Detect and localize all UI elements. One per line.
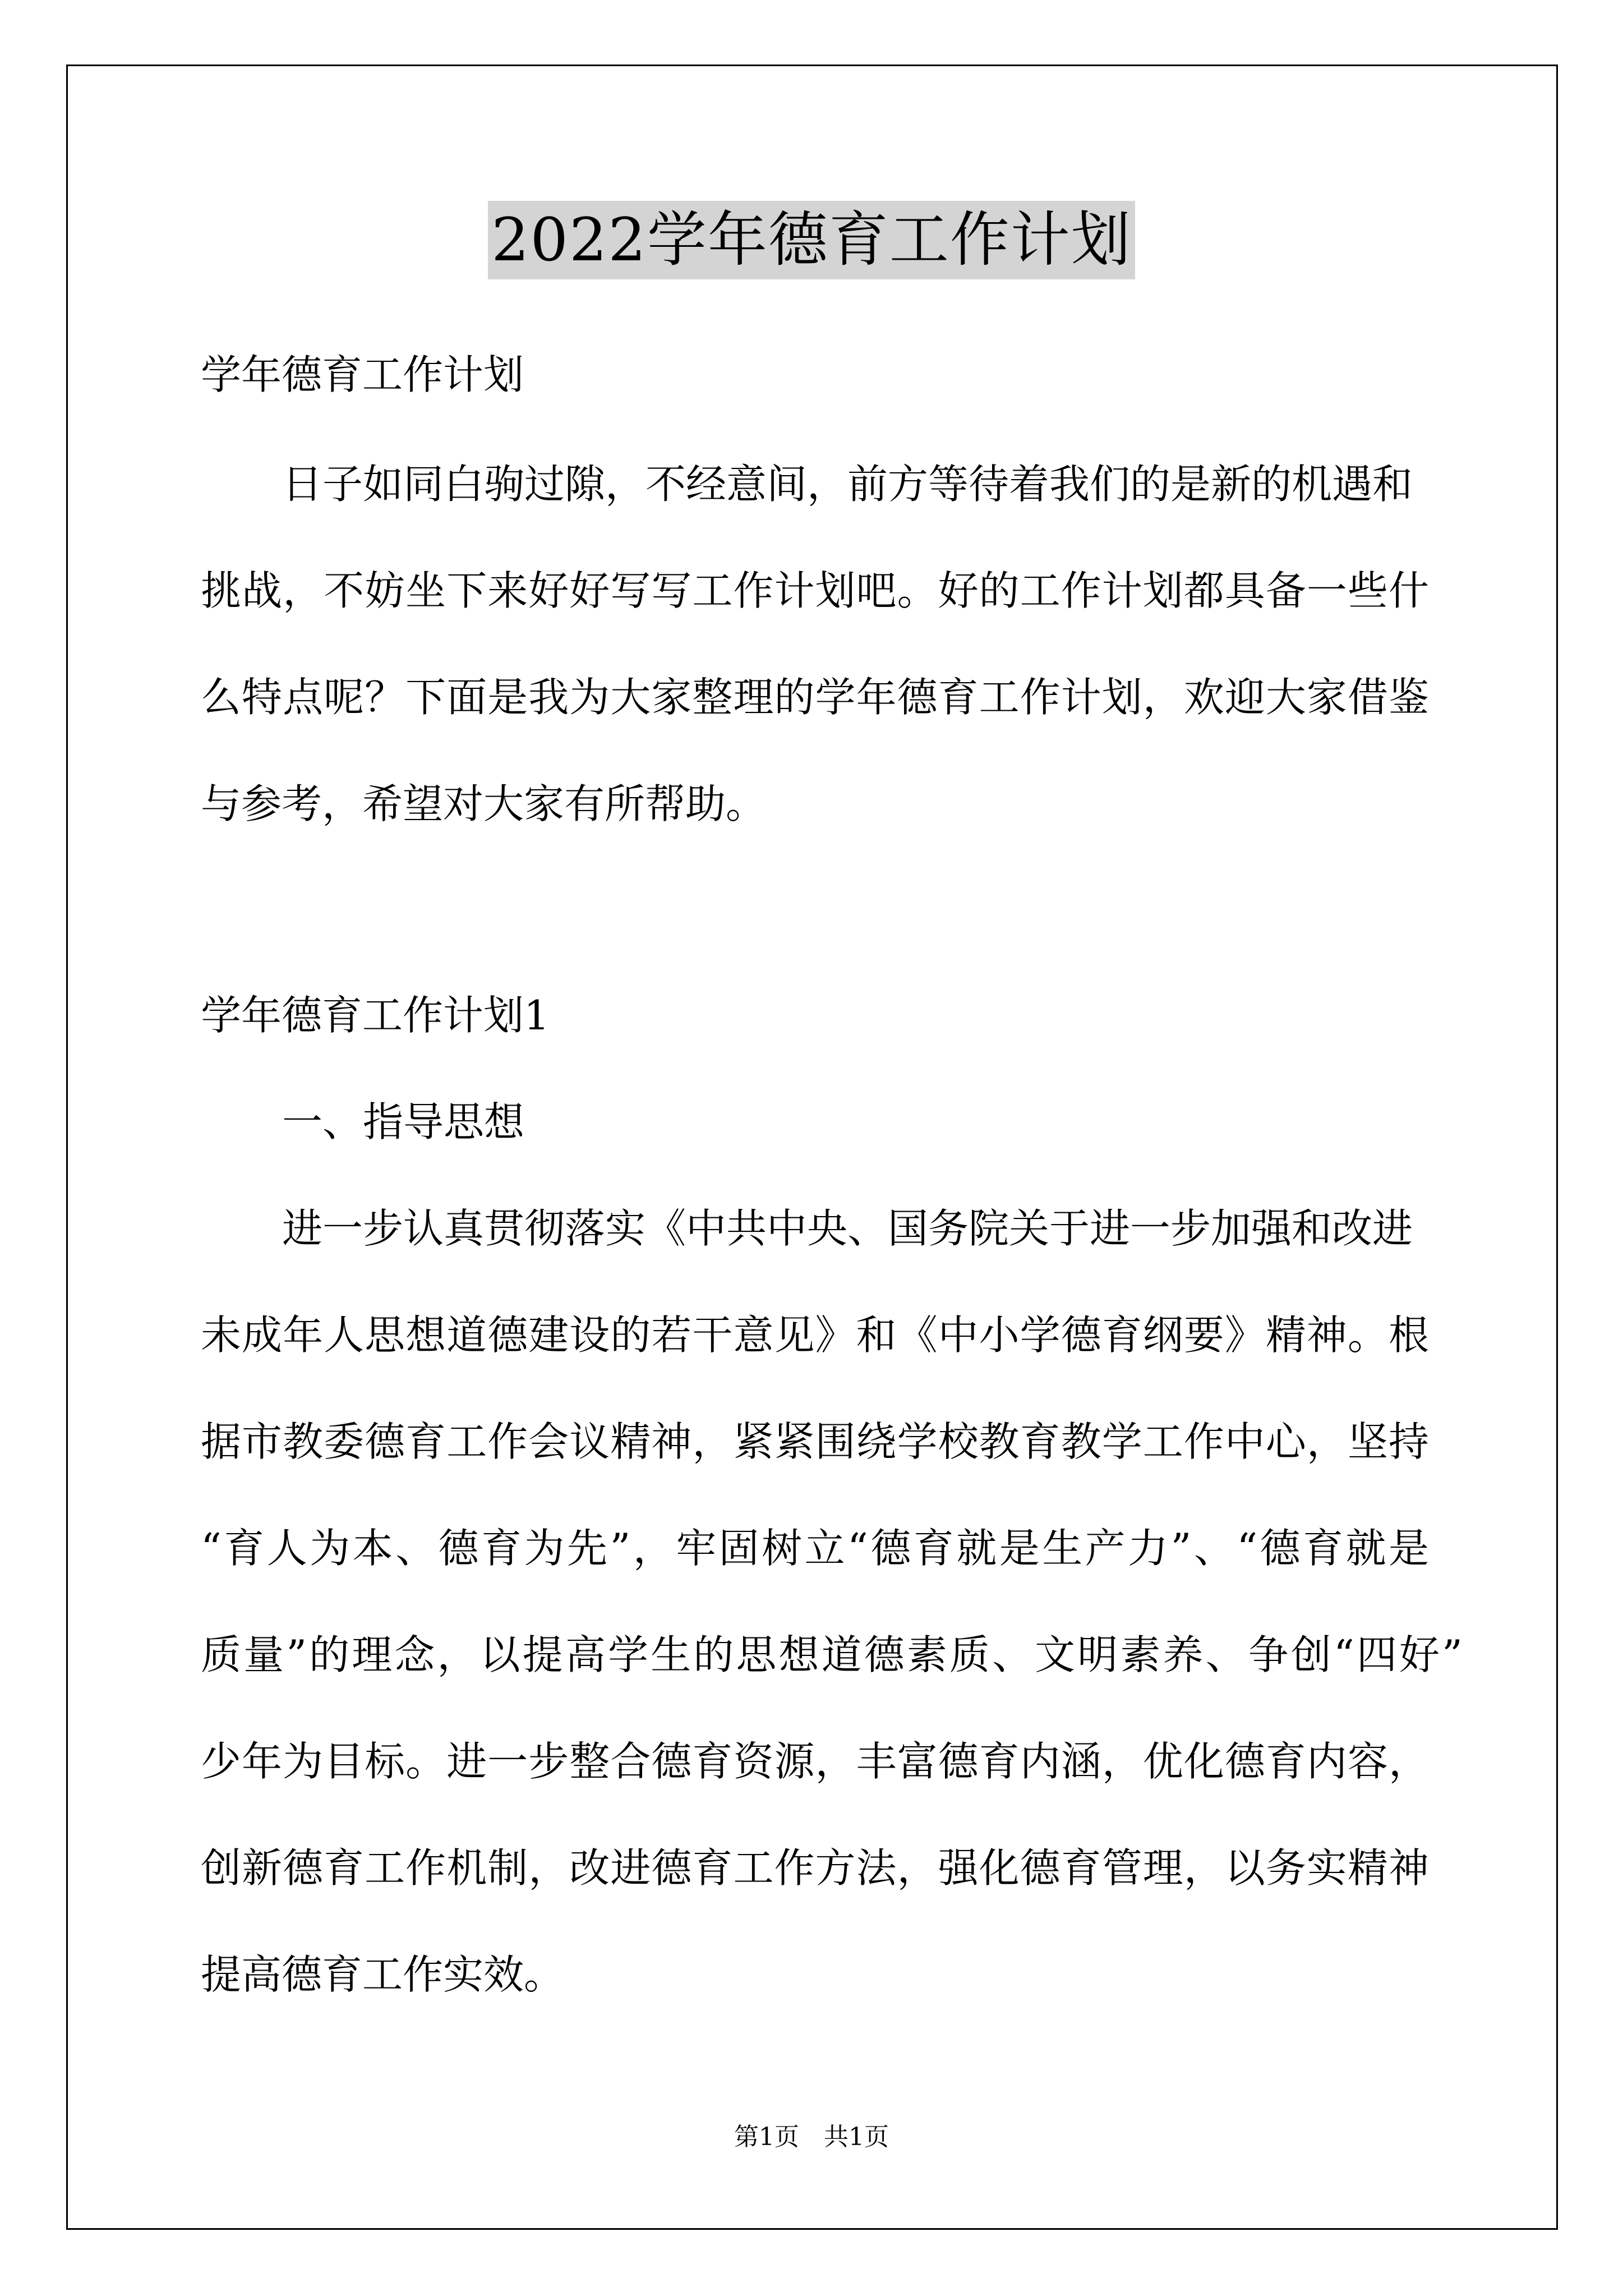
body-line-6: 少年为目标。进一步整合德育资源，丰富德育内涵，优化德育内容，	[201, 1738, 1429, 1785]
intro-line-2: 挑战，不妨坐下来好好写写工作计划吧。好的工作计划都具备一些什	[201, 567, 1429, 614]
intro-line-1: 日子如同白驹过隙，不经意间，前方等待着我们的是新的机遇和	[282, 461, 1413, 508]
document-title: 2022学年德育工作计划	[488, 201, 1135, 279]
body-line-4: “育人为本、德育为先”，牢固树立“德育就是生产力”、“德育就是	[201, 1525, 1429, 1572]
intro-line-3: 么特点呢？下面是我为大家整理的学年德育工作计划，欢迎大家借鉴	[201, 674, 1429, 721]
page-footer: 第1页 共1页	[734, 2123, 889, 2151]
body-line-5: 质量”的理念，以提高学生的思想道德素质、文明素养、争创“四好”	[201, 1631, 1463, 1678]
body-line-2: 未成年人思想道德建设的若干意见》和《中小学德育纲要》精神。根	[201, 1312, 1429, 1359]
subsection-heading: 一、指导思想	[282, 1098, 525, 1145]
subtitle-line: 学年德育工作计划	[201, 351, 524, 398]
body-line-3: 据市教委德育工作会议精神，紧紧围绕学校教育教学工作中心，坚持	[201, 1418, 1429, 1465]
body-line-8: 提高德育工作实效。	[201, 1951, 565, 1998]
body-line-7: 创新德育工作机制，改进德育工作方法，强化德育管理，以务实精神	[201, 1844, 1429, 1892]
title-container	[0, 201, 1623, 279]
intro-line-4: 与参考，希望对大家有所帮助。	[201, 780, 767, 827]
section-heading: 学年德育工作计划1	[201, 992, 550, 1039]
body-line-1: 进一步认真贯彻落实《中共中央、国务院关于进一步加强和改进	[282, 1205, 1413, 1252]
